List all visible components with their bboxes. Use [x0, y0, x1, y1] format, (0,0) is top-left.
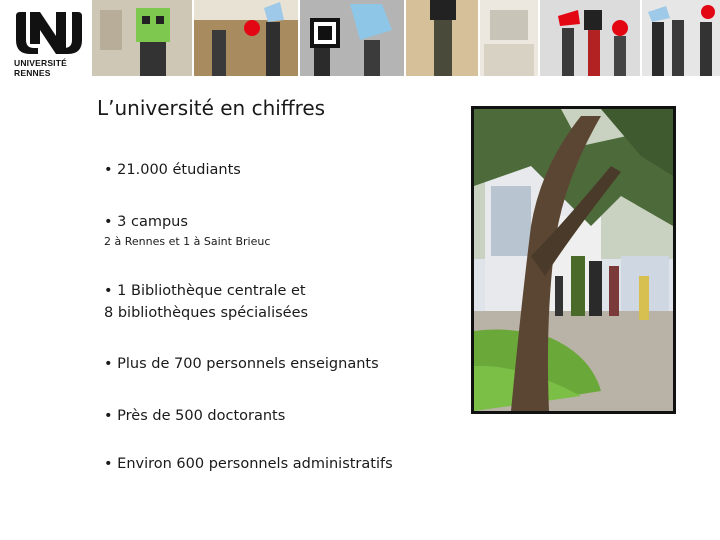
bullet-admin-staff: • Environ 600 personnels administratifs	[104, 456, 393, 472]
bullet-campus-detail: 2 à Rennes et 1 à Saint Brieuc	[104, 235, 271, 248]
logo-wordmark	[14, 58, 67, 78]
people-photo-icon	[194, 0, 298, 76]
photo-strip	[92, 0, 720, 76]
bullet-campus: • 3 campus	[104, 214, 188, 230]
banner-photo-5	[480, 0, 538, 76]
campus-photo	[471, 106, 676, 414]
people-photo-icon	[540, 0, 640, 76]
logo-line-1: UNIVERSITÉ	[14, 58, 68, 68]
people-photo-icon	[642, 0, 720, 76]
people-photo-icon	[300, 0, 404, 76]
banner-photo-7	[642, 0, 720, 76]
bullet-students: • 21.000 étudiants	[104, 162, 241, 178]
slide-title: L’université en chiffres	[97, 96, 326, 120]
banner-photo-1	[92, 0, 192, 76]
banner-photo-4	[406, 0, 478, 76]
bullet-libraries: • 1 Bibliothèque centrale et	[104, 283, 306, 299]
bullet-libraries-line2: 8 bibliothèques spécialisées	[104, 305, 309, 321]
mascot-costume-icon	[92, 0, 192, 76]
banner-photo-6	[540, 0, 640, 76]
logo-monogram-icon	[12, 10, 84, 54]
bullet-doctoral-students: • Près de 500 doctorants	[104, 408, 286, 424]
bullet-teaching-staff: • Plus de 700 personnels enseignants	[104, 356, 379, 372]
campus-tree-photo-icon	[471, 106, 676, 414]
banner-photo-2	[194, 0, 298, 76]
header-banner	[0, 0, 720, 80]
banner-photo-3	[300, 0, 404, 76]
logo-line-2: RENNES	[14, 68, 51, 78]
university-logo[interactable]	[8, 6, 88, 78]
building-photo-icon	[480, 0, 538, 76]
people-photo-icon	[406, 0, 478, 76]
